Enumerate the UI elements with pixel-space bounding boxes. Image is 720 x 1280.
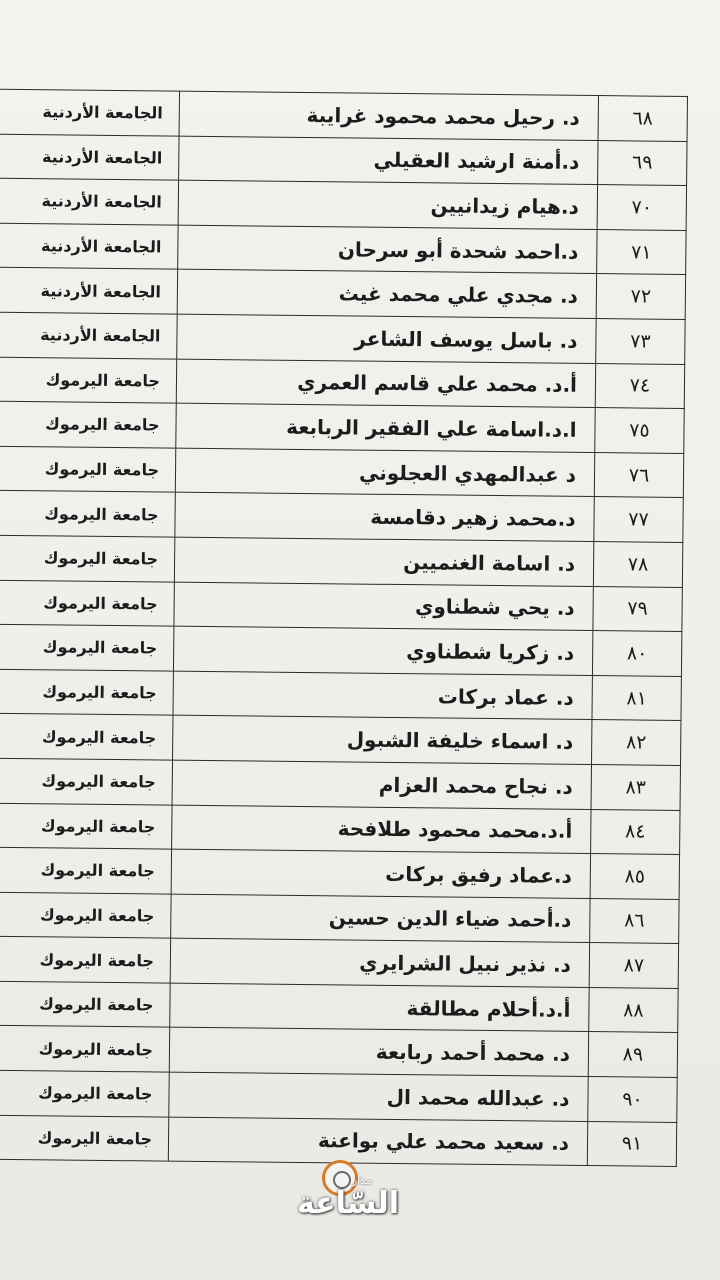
row-number: ٩١ [587,1121,676,1167]
university-name: جامعة اليرموك [0,936,171,983]
row-number: ٨٣ [591,764,680,810]
table-row [0,624,682,676]
person-name: د. عبدالله محمد ال [169,1072,588,1121]
university-name: جامعة اليرموك [0,446,176,493]
person-name: د.أمنة ارشيد العقيلي [179,136,598,185]
table-row [0,1026,678,1078]
university-name: جامعة اليرموك [0,669,173,716]
university-name: جامعة اليرموك [0,624,174,671]
person-name: د. نجاح محمد العزام [172,760,591,809]
university-name: الجامعة الأردنية [0,312,177,359]
person-name: د. اسامة الغنميين [174,537,593,586]
person-name: د. باسل يوسف الشاعر [177,314,596,363]
person-name: د. اسماء خليفة الشبول [173,715,592,764]
table-row [0,713,681,765]
university-name: جامعة اليرموك [0,535,175,582]
watermark-subtitle: مدار [352,1174,373,1187]
table-row [0,178,687,230]
table-row [0,892,679,944]
row-number: ٨٥ [590,854,679,900]
row-number: ٨١ [592,675,681,721]
person-name: د. سعيد محمد علي بواعنة [168,1117,587,1166]
table-row [0,134,687,186]
university-name: جامعة اليرموك [0,401,176,448]
person-name: د. عماد بركات [173,671,592,720]
person-name: ا.د.اسامة علي الفقير الربابعة [176,403,595,452]
row-number: ٩٠ [588,1077,677,1123]
person-name: د. محمد أحمد ربابعة [169,1028,588,1077]
row-number: ٨٠ [592,631,681,677]
table-row [0,981,678,1033]
row-number: ٨٢ [591,720,680,766]
row-number: ٨٩ [588,1032,677,1078]
row-number: ٨٤ [591,809,680,855]
person-name: د. نذير نبيل الشرايري [170,938,589,987]
university-name: جامعة اليرموك [0,357,177,404]
row-number: ٧٦ [594,452,683,498]
table-row [0,491,683,543]
table-row [0,758,680,810]
person-name: د.احمد شحدة أبو سرحان [178,225,597,274]
person-name: د. يحي شطناوي [174,582,593,631]
university-name: جامعة اليرموك [0,847,172,894]
university-name: جامعة اليرموك [0,713,173,760]
university-name: جامعة اليرموك [0,981,170,1028]
row-number: ٧٨ [593,541,682,587]
table-row [0,357,685,409]
row-number: ٧٣ [596,319,685,365]
person-name: أ.د. محمد علي قاسم العمري [176,359,595,408]
table-row [0,936,679,988]
table-row [0,669,681,721]
table-row [0,847,680,899]
row-number: ٧٠ [597,185,686,231]
university-name: جامعة اليرموك [0,1115,169,1162]
person-name: د. رحيل محمد محمود غرايبة [179,91,598,140]
table-row [0,535,683,587]
university-name: الجامعة الأردنية [0,178,179,225]
table-row [0,1070,677,1122]
table-row [0,223,686,275]
person-name: د.هيام زيدانيين [178,180,597,229]
person-name: أ.د.محمد محمود طلافحة [172,805,591,854]
university-name: جامعة اليرموك [0,803,172,850]
table-row [0,580,682,632]
person-name: د.محمد زهير دقامسة [175,492,594,541]
row-number: ٨٨ [589,987,678,1033]
university-name: جامعة اليرموك [0,758,173,805]
table-row [0,446,684,498]
university-name: الجامعة الأردنية [0,223,178,270]
table-row [0,268,686,320]
row-number: ٨٦ [590,898,679,944]
person-name: د. زكريا شطناوي [173,626,592,675]
table-row [0,89,687,141]
names-table-body [0,89,687,1166]
names-table [0,89,688,1167]
row-number: ٧٤ [595,363,684,409]
row-number: ٧٧ [594,497,683,543]
row-number: ٧١ [597,229,686,275]
table-row [0,312,685,364]
university-name: جامعة اليرموك [0,1026,170,1073]
university-name: الجامعة الأردنية [0,134,179,181]
table-row [0,1115,677,1167]
person-name: د. مجدي علي محمد غيث [177,270,596,319]
university-name: الجامعة الأردنية [0,89,180,136]
watermark-logo [292,1160,404,1224]
row-number: ٧٥ [595,408,684,454]
university-name: جامعة اليرموك [0,580,174,627]
person-name: د عبدالمهدي العجلوني [175,448,594,497]
university-name: جامعة اليرموك [0,892,171,939]
university-name: الجامعة الأردنية [0,268,178,315]
row-number: ٧٩ [593,586,682,632]
university-name: جامعة اليرموك [0,1070,169,1117]
person-name: د.أحمد ضياء الدين حسين [171,894,590,943]
watermark-title: السّاعة [296,1186,400,1221]
person-name: د.عماد رفيق بركات [171,849,590,898]
document-sheet [0,89,688,1167]
row-number: ٧٢ [596,274,685,320]
row-number: ٨٧ [589,943,678,989]
university-name: جامعة اليرموك [0,491,175,538]
row-number: ٦٩ [598,140,687,186]
row-number: ٦٨ [598,96,687,142]
table-row [0,803,680,855]
table-row [0,401,684,453]
person-name: أ.د.أحلام مطالقة [170,983,589,1032]
